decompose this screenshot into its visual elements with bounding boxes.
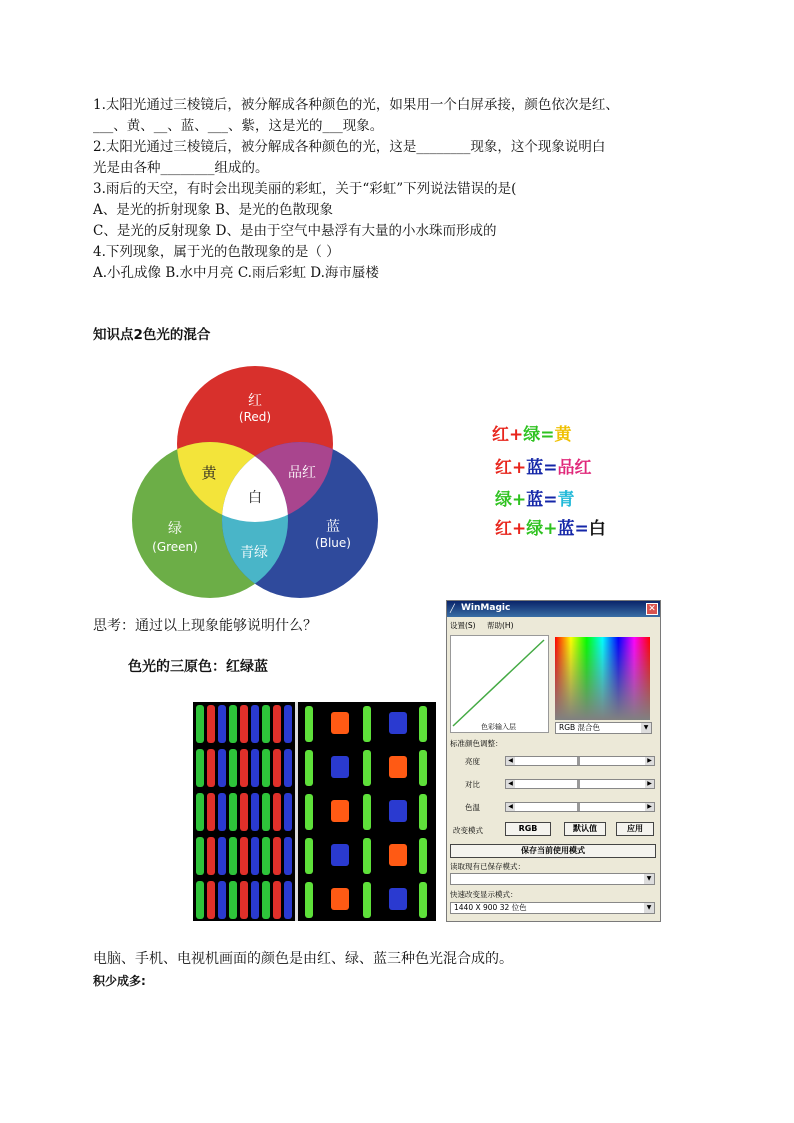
primary-colors-label: 色光的三原色：红绿蓝	[128, 659, 268, 675]
subpixel	[240, 749, 248, 787]
subpixel	[196, 749, 204, 787]
subpixel	[305, 838, 313, 874]
subpixel	[273, 749, 281, 787]
subpixel	[196, 837, 204, 875]
subpixel	[196, 881, 204, 919]
brightness-label: 亮度	[465, 757, 480, 766]
app-icon: ╱	[450, 604, 455, 613]
subpixel	[331, 844, 349, 866]
slider-thumb[interactable]	[577, 780, 580, 788]
equation-part: 蓝	[557, 519, 575, 539]
question-3-options-cd: C、是光的反射现象 D、是由于空气中悬浮有大量的小水珠而形成的	[93, 223, 497, 239]
menu-bar	[447, 618, 660, 632]
equation-part: 红	[492, 425, 509, 445]
question-3-options-ab: A、是光的折射现象 B、是光的色散现象	[93, 202, 333, 218]
change-mode-label: 改变模式	[453, 826, 483, 835]
subpixel	[363, 882, 371, 918]
subpixel	[363, 706, 371, 742]
subpixel	[262, 837, 270, 875]
equation-red-blue	[495, 453, 592, 478]
quick-mode-label: 快速改变显示模式：	[450, 890, 518, 899]
subpixel	[419, 882, 427, 918]
venn-cyan-label: 青绿	[240, 545, 268, 561]
subpixel	[251, 837, 259, 875]
subpixel	[363, 838, 371, 874]
subpixel	[240, 705, 248, 743]
subpixel	[273, 837, 281, 875]
question-1-line-1: 1.太阳光通过三棱镜后，被分解成各种颜色的光，如果用一个白屏承接，颜色依次是红、	[93, 97, 619, 113]
subpixel	[331, 712, 349, 734]
rgb-button[interactable]: RGB	[505, 822, 551, 836]
color-temp-slider[interactable]	[505, 802, 655, 812]
arrow-left-icon[interactable]: ◀	[506, 780, 515, 788]
menu-help[interactable]: 帮助(H)	[487, 621, 514, 630]
subpixel	[273, 705, 281, 743]
equation-green-blue	[495, 485, 575, 510]
venn-blue-label: 蓝	[326, 519, 340, 535]
arrow-left-icon[interactable]: ◀	[506, 757, 515, 765]
subpixel	[389, 888, 407, 910]
contrast-label: 对比	[465, 780, 480, 789]
question-3: 3.雨后的天空，有时会出现美丽的彩虹，关于“彩虹”下列说法错误的是(	[93, 181, 517, 197]
subpixel	[305, 750, 313, 786]
venn-yellow-label: 黄	[201, 464, 217, 482]
venn-green-en: (Green)	[152, 540, 198, 554]
subpixel	[331, 888, 349, 910]
equation-part: =	[574, 519, 589, 539]
subpixel	[284, 705, 292, 743]
subpixel	[218, 749, 226, 787]
arrow-right-icon[interactable]: ▶	[645, 757, 654, 765]
brightness-slider[interactable]	[505, 756, 655, 766]
subpixel	[273, 793, 281, 831]
equation-part: 绿	[495, 490, 512, 510]
equation-part: =	[543, 490, 558, 510]
venn-green-label: 绿	[168, 521, 182, 537]
resolution-value: 1440 X 900 32 位色	[454, 903, 527, 912]
equation-part: 红	[495, 458, 512, 478]
menu-settings[interactable]: 设置(S)	[450, 621, 476, 630]
equation-part: 绿	[523, 425, 541, 445]
section-title: 知识点2色光的混合	[93, 327, 211, 343]
equation-red-green-blue	[495, 514, 606, 539]
subpixel	[363, 750, 371, 786]
color-spectrum-picker[interactable]	[555, 637, 650, 720]
subpixel	[419, 706, 427, 742]
arrow-right-icon[interactable]: ▶	[645, 803, 654, 811]
equation-part: +	[512, 490, 527, 510]
default-button[interactable]: 默认值	[564, 822, 606, 836]
subpixel	[218, 837, 226, 875]
pixel-closeup-svg	[193, 702, 436, 921]
subpixel	[229, 793, 237, 831]
color-temp-label: 色温	[465, 803, 480, 812]
subpixel	[331, 800, 349, 822]
subpixel	[229, 881, 237, 919]
equation-part: 蓝	[526, 490, 544, 510]
question-4: 4.下列现象，属于光的色散现象的是（ ）	[93, 244, 340, 260]
footer-bold: 积少成多:	[93, 974, 146, 988]
winmagic-titlebar	[447, 601, 660, 617]
subpixel	[196, 705, 204, 743]
equation-part: =	[543, 458, 558, 478]
image-divider	[295, 702, 298, 921]
subpixel	[207, 793, 215, 831]
subpixel	[207, 749, 215, 787]
subpixel	[284, 881, 292, 919]
subpixel	[240, 881, 248, 919]
question-1-line-2: ___、黄、__、蓝、___、紫，这是光的___现象。	[93, 118, 384, 134]
question-4-options: A.小孔成像 B.水中月亮 C.雨后彩虹 D.海市蜃楼	[93, 265, 379, 281]
venn-red-label: 红	[248, 393, 262, 409]
equation-part: 青	[557, 490, 575, 510]
chevron-down-icon: ▼	[641, 723, 651, 733]
equation-part: 蓝	[526, 458, 544, 478]
subpixel	[196, 793, 204, 831]
resolution-select[interactable]	[450, 902, 655, 914]
subpixel	[331, 756, 349, 778]
color-venn-diagram	[130, 366, 380, 598]
subpixel	[240, 793, 248, 831]
contrast-slider[interactable]	[505, 779, 655, 789]
equation-part: +	[509, 425, 524, 445]
venn-white-label: 白	[248, 490, 262, 506]
subpixel	[389, 712, 407, 734]
subpixel	[284, 749, 292, 787]
subpixel	[251, 793, 259, 831]
subpixel	[389, 800, 407, 822]
arrow-left-icon[interactable]: ◀	[506, 803, 515, 811]
subpixel	[389, 844, 407, 866]
question-2-line-2: 光是由各种________组成的。	[93, 160, 269, 176]
subpixel	[419, 750, 427, 786]
mode-select[interactable]	[555, 722, 652, 734]
subpixel	[207, 705, 215, 743]
equation-part: =	[540, 425, 555, 445]
subpixel	[305, 882, 313, 918]
color-curve-panel	[450, 635, 549, 733]
subpixel	[251, 705, 259, 743]
subpixel	[218, 793, 226, 831]
footer-text: 电脑、手机、电视机画面的颜色是由红、绿、蓝三种色光混合成的。	[93, 951, 513, 967]
subpixel	[363, 794, 371, 830]
mode-select-value: RGB 混合色	[559, 723, 601, 732]
venn-magenta-label: 品红	[288, 465, 316, 481]
equation-part: 红	[495, 519, 512, 539]
slider-thumb[interactable]	[577, 757, 580, 765]
subpixel	[240, 837, 248, 875]
subpixel	[284, 793, 292, 831]
curve-label: 色彩输入层	[481, 723, 516, 731]
subpixel	[262, 705, 270, 743]
subpixel	[218, 881, 226, 919]
equation-part: 白	[588, 519, 606, 539]
subpixel	[389, 756, 407, 778]
equation-part: +	[543, 519, 558, 539]
subpixel	[207, 881, 215, 919]
venn-blue-en: (Blue)	[315, 536, 351, 550]
pixel-closeup-photo	[193, 702, 436, 921]
equation-part: +	[512, 458, 527, 478]
color-curve-svg	[451, 636, 548, 732]
subpixel	[284, 837, 292, 875]
subpixel	[262, 881, 270, 919]
think-question: 思考：通过以上现象能够说明什么？	[93, 618, 317, 634]
read-saved-label: 读取现有已保存模式：	[450, 862, 525, 871]
chevron-down-icon: ▼	[644, 874, 654, 884]
equation-part: 绿	[526, 519, 544, 539]
subpixel	[305, 706, 313, 742]
question-2-line-1: 2.太阳光通过三棱镜后，被分解成各种颜色的光，这是________现象，这个现象说明白	[93, 139, 606, 155]
subpixel	[262, 793, 270, 831]
slider-thumb[interactable]	[577, 803, 580, 811]
adjust-title: 标准颜色调整：	[450, 739, 503, 748]
subpixel	[419, 838, 427, 874]
subpixel	[262, 749, 270, 787]
window-title: WinMagic	[461, 603, 511, 613]
equation-part: 品红	[557, 458, 592, 478]
venn-red-en: (Red)	[238, 410, 272, 424]
subpixel	[207, 837, 215, 875]
subpixel	[305, 794, 313, 830]
subpixel	[229, 705, 237, 743]
save-mode-button[interactable]: 保存当前使用模式	[450, 844, 656, 858]
equation-red-green	[492, 420, 572, 445]
subpixel	[229, 837, 237, 875]
subpixel	[251, 881, 259, 919]
subpixel	[419, 794, 427, 830]
arrow-right-icon[interactable]: ▶	[645, 780, 654, 788]
winmagic-window	[446, 600, 661, 922]
saved-mode-select[interactable]	[450, 873, 655, 885]
subpixel	[251, 749, 259, 787]
apply-button[interactable]: 应用	[616, 822, 654, 836]
equation-part: 黄	[554, 425, 572, 445]
subpixel	[218, 705, 226, 743]
equation-part: +	[512, 519, 527, 539]
close-icon[interactable]: ✕	[646, 603, 658, 615]
chevron-down-icon: ▼	[644, 903, 654, 913]
subpixel	[273, 881, 281, 919]
subpixel	[229, 749, 237, 787]
